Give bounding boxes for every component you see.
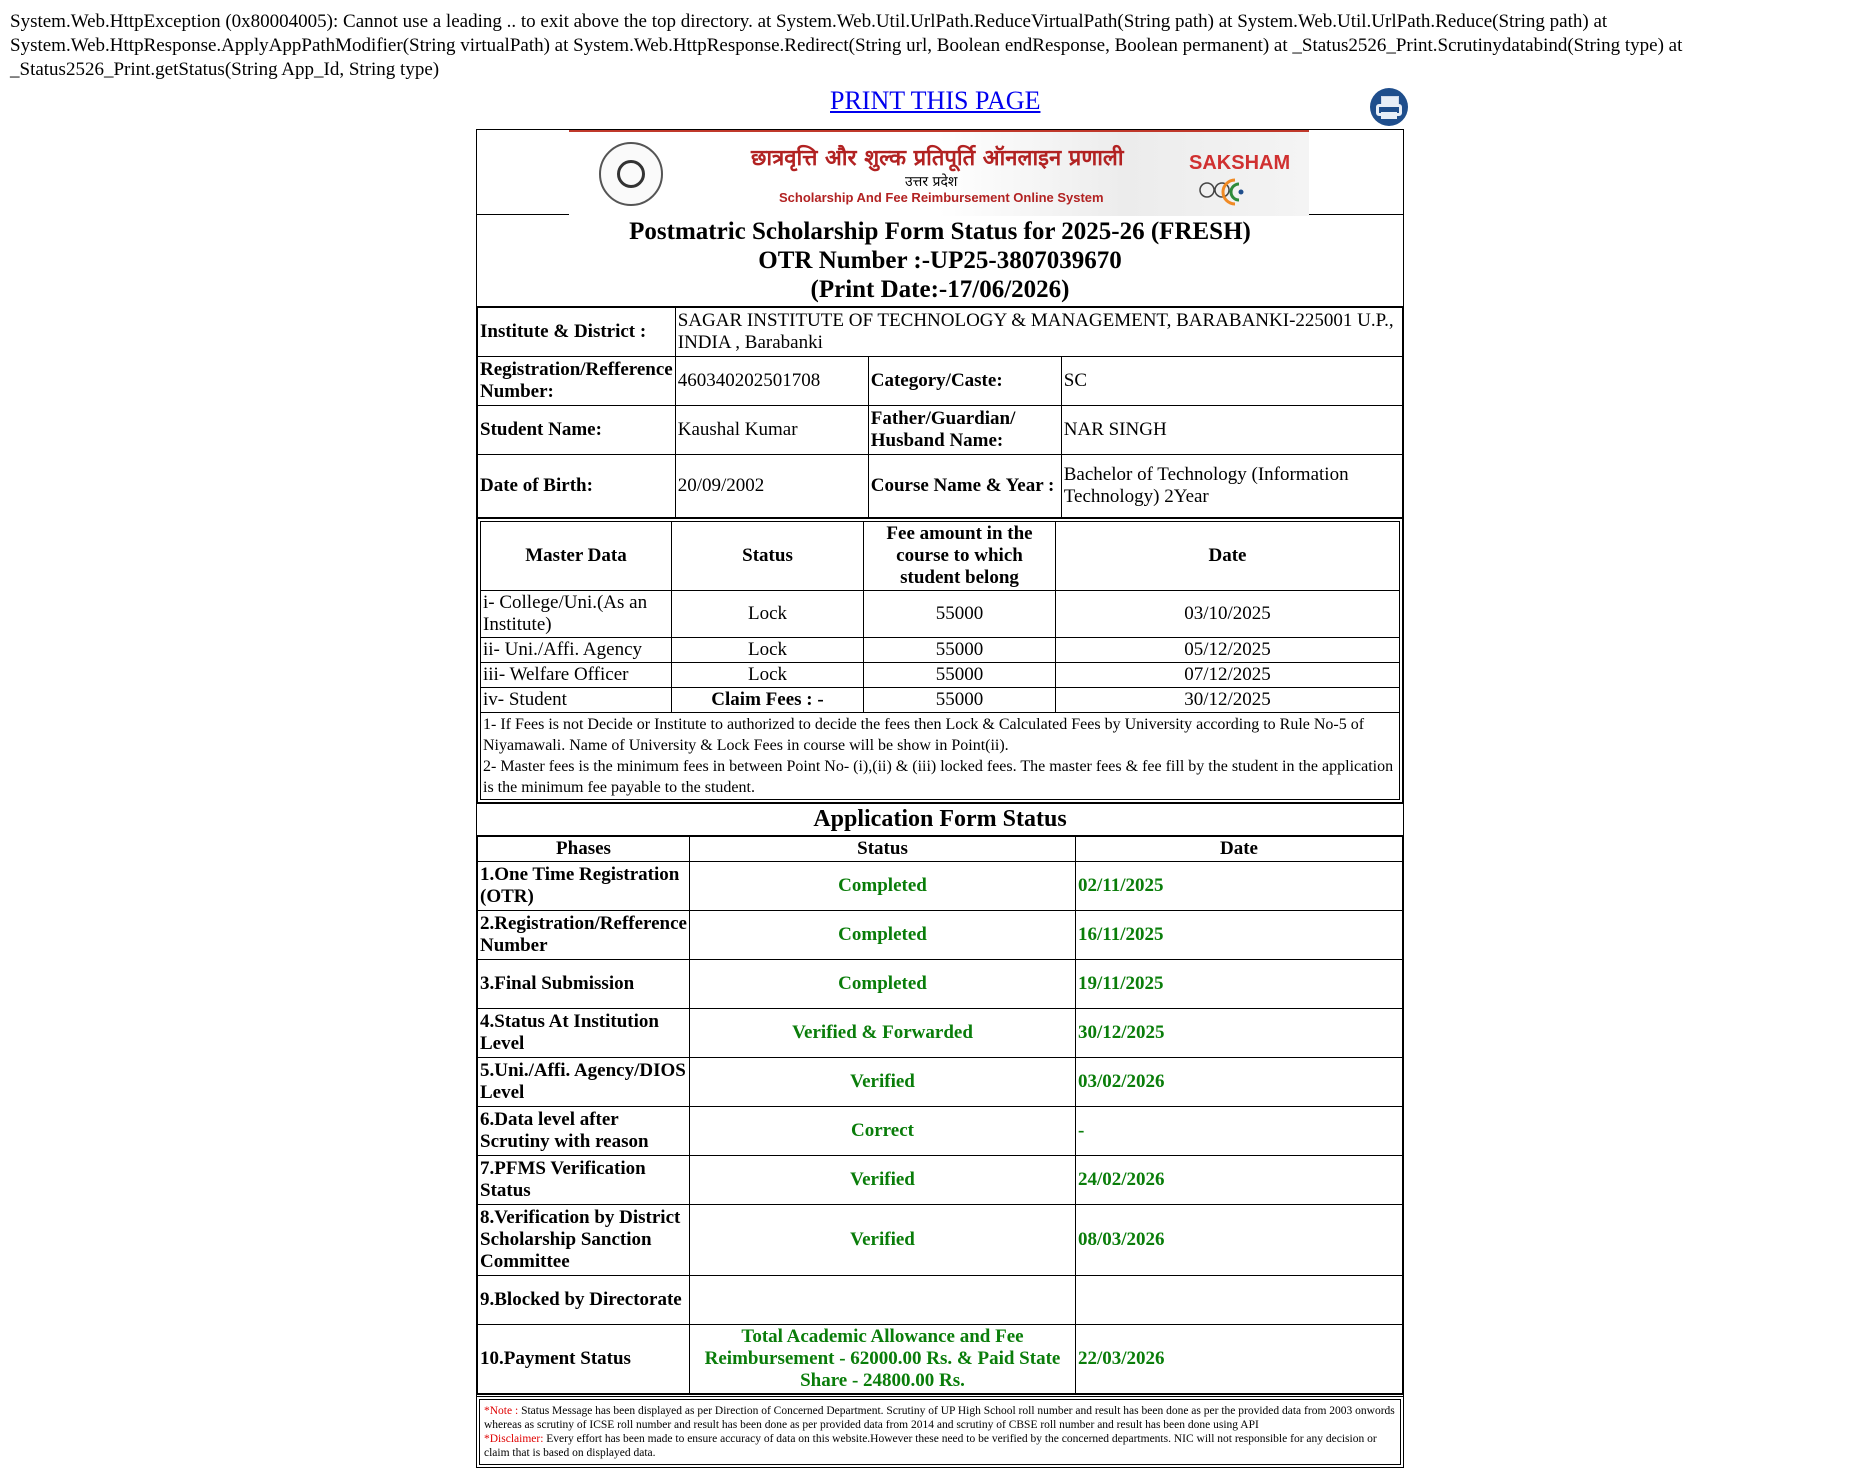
dob-label: Date of Birth: <box>478 455 676 518</box>
col-master-data: Master Data <box>481 522 672 591</box>
disclaimer-label: *Disclaimer: <box>484 1433 544 1445</box>
note-label: *Note : <box>484 1405 519 1417</box>
date-cell: 02/11/2025 <box>1076 862 1403 911</box>
master-cell: 55000 <box>864 688 1056 713</box>
date-cell: 19/11/2025 <box>1076 960 1403 1009</box>
table-row <box>481 591 1400 638</box>
master-cell: Claim Fees : - <box>672 688 864 713</box>
up-emblem-icon <box>599 142 663 206</box>
table-row <box>478 455 1403 518</box>
table-row <box>478 1009 1403 1058</box>
table-row <box>478 862 1403 911</box>
table-row <box>481 713 1400 800</box>
master-cell: i- College/Uni.(As an Institute) <box>481 591 672 638</box>
fee-note-2: 2- Master fees is the minimum fees in between Point No- (i),(ii) & (iii) locked fees. The master fees & fee fill by the student in the application is the minimum fee payable to the student. <box>483 758 1394 796</box>
table-row <box>478 1325 1403 1394</box>
master-cell: Lock <box>672 638 864 663</box>
status-cell: Completed <box>690 862 1076 911</box>
table-row <box>478 911 1403 960</box>
master-cell: Lock <box>672 663 864 688</box>
phase-cell: 2.Registration/Refference Number <box>478 911 690 960</box>
status-cell: Verified <box>690 1058 1076 1107</box>
student-value: Kaushal Kumar <box>675 406 868 455</box>
col-status: Status <box>690 837 1076 862</box>
col-date: Date <box>1056 522 1400 591</box>
table-row <box>481 638 1400 663</box>
table-row <box>478 406 1403 455</box>
status-cell: Total Academic Allowance and Fee Reimbursement - 62000.00 Rs. & Paid State Share - 24800.00 Rs. <box>690 1325 1076 1394</box>
master-data-box <box>477 518 1403 803</box>
master-cell: 03/10/2025 <box>1056 591 1400 638</box>
master-cell: 07/12/2025 <box>1056 663 1400 688</box>
disclaimer-box <box>477 1394 1403 1467</box>
table-row <box>478 1107 1403 1156</box>
title-line1: Postmatric Scholarship Form Status for 2025-26 (FRESH) <box>629 218 1251 245</box>
reg-label: Registration/Refference Number: <box>478 357 676 406</box>
student-label: Student Name: <box>478 406 676 455</box>
disclaimer-content <box>479 1399 1401 1465</box>
table-header-row <box>481 522 1400 591</box>
otr-number: OTR Number :-UP25-3807039670 <box>758 247 1122 274</box>
status-cell: Verified <box>690 1156 1076 1205</box>
error-message: System.Web.HttpException (0x80004005): Cannot use a leading .. to exit above the top directory. at System.Web.Util.UrlPath.ReduceVirtualPath(String path) at System.Web.Util.UrlPath.Reduce(String path) at System.Web.HttpResponse.ApplyAppPathModifier(String virtualPath) at System.Web.HttpResponse.Redirect(String url, Boolean endResponse, Boolean permanent) at _Status2526_Print.Scrutinydatabind(String type) at _Status2526_Print.getStatus(String App_Id, String type) <box>10 11 1683 80</box>
print-row <box>0 82 1857 124</box>
phase-cell: 1.One Time Registration (OTR) <box>478 862 690 911</box>
father-label: Father/Guardian/ Husband Name: <box>868 406 1061 455</box>
table-row <box>478 1205 1403 1276</box>
master-cell: 55000 <box>864 663 1056 688</box>
table-header-row <box>478 837 1403 862</box>
fee-note-1: 1- If Fees is not Decide or Institute to authorized to decide the fees then Lock & Calculated Fees by University according to Rule No-5 of Niyamawali. Name of University & Lock Fees in course will be show in Point(ii). <box>483 716 1365 754</box>
institute-value: SAGAR INSTITUTE OF TECHNOLOGY & MANAGEMENT, BARABANKI-225001 U.P., INDIA , Barabanki <box>675 308 1402 357</box>
date-cell <box>1076 1276 1403 1325</box>
reg-value: 460340202501708 <box>675 357 868 406</box>
phase-cell: 4.Status At Institution Level <box>478 1009 690 1058</box>
father-value: NAR SINGH <box>1061 406 1402 455</box>
fee-notes <box>481 713 1400 800</box>
master-cell: iii- Welfare Officer <box>481 663 672 688</box>
status-cell: Verified & Forwarded <box>690 1009 1076 1058</box>
status-cell: Verified <box>690 1205 1076 1276</box>
phase-cell: 6.Data level after Scrutiny with reason <box>478 1107 690 1156</box>
course-label: Course Name & Year : <box>868 455 1061 518</box>
master-cell: iv- Student <box>481 688 672 713</box>
category-label: Category/Caste: <box>868 357 1061 406</box>
status-cell: Completed <box>690 911 1076 960</box>
phase-cell: 9.Blocked by Directorate <box>478 1276 690 1325</box>
note-text: Status Message has been displayed as per Direction of Concerned Department. Scrutiny of UP High School roll number and result has been done as per the provided data from 2003 onwords whereas as scrutiny of ICSE roll number and result has been done as per provided data from 2014 and scrutiny of CBSE roll number and result has been done using API <box>484 1405 1395 1431</box>
master-data-table <box>480 521 1400 800</box>
status-cell: Completed <box>690 960 1076 1009</box>
page-title <box>477 215 1403 307</box>
table-row <box>478 960 1403 1009</box>
date-cell: 16/11/2025 <box>1076 911 1403 960</box>
banner-hindi-sub: उत्तर प्रदेश <box>905 174 958 190</box>
category-value: SC <box>1061 357 1402 406</box>
print-date: (Print Date:-17/06/2026) <box>810 276 1070 303</box>
table-row <box>478 357 1403 406</box>
phase-cell: 3.Final Submission <box>478 960 690 1009</box>
table-row <box>481 688 1400 713</box>
phase-cell: 5.Uni./Affi. Agency/DIOS Level <box>478 1058 690 1107</box>
col-phases: Phases <box>478 837 690 862</box>
dob-value: 20/09/2002 <box>675 455 868 518</box>
student-info-table <box>477 307 1403 518</box>
table-row <box>478 1276 1403 1325</box>
master-cell: 05/12/2025 <box>1056 638 1400 663</box>
col-fee-amount: Fee amount in the course to which student belong <box>864 522 1056 591</box>
master-cell: 30/12/2025 <box>1056 688 1400 713</box>
print-page-link[interactable]: PRINT THIS PAGE <box>830 86 1041 115</box>
table-row <box>478 308 1403 357</box>
master-cell: 55000 <box>864 638 1056 663</box>
date-cell: 24/02/2026 <box>1076 1156 1403 1205</box>
course-value: Bachelor of Technology (Information Technology) 2Year <box>1061 455 1402 518</box>
application-status-title: Application Form Status <box>477 803 1403 836</box>
status-sheet <box>476 129 1404 1468</box>
date-cell: 08/03/2026 <box>1076 1205 1403 1276</box>
date-cell: 22/03/2026 <box>1076 1325 1403 1394</box>
col-status: Status <box>672 522 864 591</box>
phase-cell: 8.Verification by District Scholarship Sanction Committee <box>478 1205 690 1276</box>
master-cell: ii- Uni./Affi. Agency <box>481 638 672 663</box>
table-row <box>481 663 1400 688</box>
digital-india-icon <box>1197 176 1257 208</box>
saksham-brand: SAKSHAM <box>1189 152 1291 174</box>
printer-icon[interactable] <box>1370 88 1408 126</box>
banner-hindi-title: छात्रवृत्ति और शुल्क प्रतिपूर्ति ऑनलाइन प्रणाली <box>751 146 1124 171</box>
header-banner <box>477 130 1403 215</box>
date-cell: - <box>1076 1107 1403 1156</box>
status-cell <box>690 1276 1076 1325</box>
application-status-table <box>477 836 1403 1394</box>
phase-cell: 10.Payment Status <box>478 1325 690 1394</box>
table-row <box>478 1058 1403 1107</box>
master-cell: Lock <box>672 591 864 638</box>
master-cell: 55000 <box>864 591 1056 638</box>
table-row <box>478 1156 1403 1205</box>
col-date: Date <box>1076 837 1403 862</box>
date-cell: 30/12/2025 <box>1076 1009 1403 1058</box>
phase-cell: 7.PFMS Verification Status <box>478 1156 690 1205</box>
status-cell: Correct <box>690 1107 1076 1156</box>
institute-label: Institute & District : <box>478 308 676 357</box>
date-cell: 03/02/2026 <box>1076 1058 1403 1107</box>
banner-english-sub: Scholarship And Fee Reimbursement Online System <box>779 190 1104 205</box>
disclaimer-text: Every effort has been made to ensure accuracy of data on this website.However these need to be verified by the concerned departments. NIC will not responsible for any decision or claim that is based on displayed data. <box>484 1433 1377 1459</box>
